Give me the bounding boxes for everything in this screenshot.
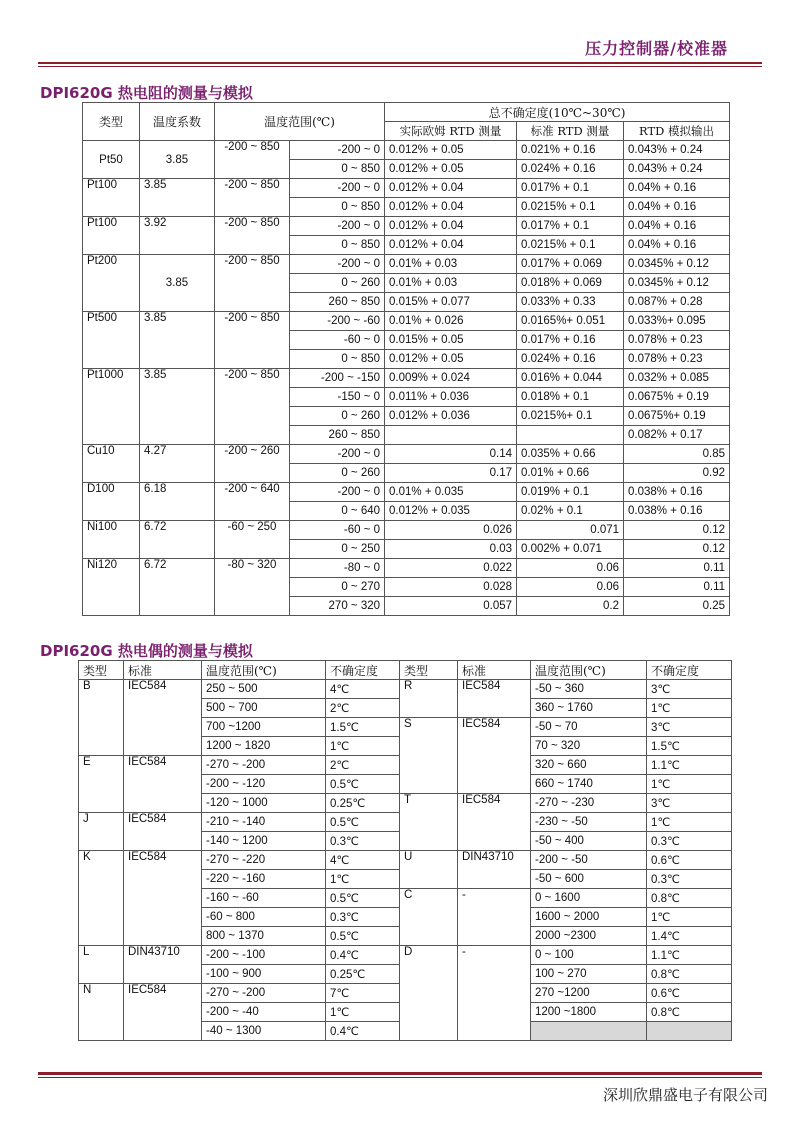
tc-standard-left: IEC584 <box>124 756 202 813</box>
tc-range-right: 360 ~ 1760 <box>531 699 647 718</box>
tc-range-right: 1200 ~1800 <box>531 1003 647 1022</box>
rtd-simulate: 0.0345% + 0.12 <box>624 274 730 293</box>
rtd-type: Pt500 <box>83 312 140 369</box>
rtd-type: Cu10 <box>83 445 140 483</box>
tc-type-right: T <box>400 794 458 851</box>
tc-uncertainty-right: 3℃ <box>647 680 732 699</box>
tc-type-left: N <box>79 984 124 1041</box>
rtd-range: -200 ~ 850 <box>215 179 290 217</box>
tc-uncertainty-right: 1.4℃ <box>647 927 732 946</box>
tc-uncertainty-left: 0.4℃ <box>326 946 400 965</box>
rtd-subrange: 0 ~ 850 <box>290 160 385 179</box>
rtd-head-uncertainty: 总不确定度(10℃~30℃) <box>385 103 730 122</box>
rtd-standard: 0.018% + 0.069 <box>517 274 624 293</box>
tc-uncertainty-right: 0.8℃ <box>647 1003 732 1022</box>
tc-range-left: 500 ~ 700 <box>202 699 326 718</box>
rtd-standard: 0.017% + 0.1 <box>517 179 624 198</box>
tc-uncertainty-right: 1.1℃ <box>647 756 732 775</box>
rtd-simulate: 0.04% + 0.16 <box>624 217 730 236</box>
rtd-coef: 6.72 <box>140 521 215 559</box>
rtd-simulate: 0.0345% + 0.12 <box>624 255 730 274</box>
tc-uncertainty-left: 0.4℃ <box>326 1022 400 1041</box>
rtd-subrange: -200 ~ 0 <box>290 179 385 198</box>
tc-head-unc-right: 不确定度 <box>647 661 732 680</box>
rtd-standard: 0.071 <box>517 521 624 540</box>
rtd-type: Pt50 <box>83 141 140 179</box>
rtd-standard: 0.0165%+ 0.051 <box>517 312 624 331</box>
tc-range-left: 250 ~ 500 <box>202 680 326 699</box>
tc-range-right: -50 ~ 360 <box>531 680 647 699</box>
rtd-range: -200 ~ 850 <box>215 312 290 369</box>
rtd-subrange: -80 ~ 0 <box>290 559 385 578</box>
tc-table <box>78 660 732 1041</box>
tc-head-range-right: 温度范围(℃) <box>531 661 647 680</box>
rtd-standard: 0.0215%+ 0.1 <box>517 407 624 426</box>
tc-uncertainty-left: 1℃ <box>326 737 400 756</box>
rtd-simulate: 0.04% + 0.16 <box>624 236 730 255</box>
tc-range-left: -270 ~ -200 <box>202 756 326 775</box>
table-row <box>79 946 732 965</box>
rtd-coef: 3.85 <box>140 141 215 179</box>
tc-standard-left: IEC584 <box>124 984 202 1041</box>
rtd-range: -200 ~ 640 <box>215 483 290 521</box>
rtd-subrange: 0 ~ 250 <box>290 540 385 559</box>
tc-uncertainty-left: 0.5℃ <box>326 813 400 832</box>
tc-range-left: -200 ~ -40 <box>202 1003 326 1022</box>
rtd-standard: 0.019% + 0.1 <box>517 483 624 502</box>
tc-range-left: 1200 ~ 1820 <box>202 737 326 756</box>
tc-uncertainty-left: 0.3℃ <box>326 908 400 927</box>
tc-section-title: DPI620G 热电偶的测量与模拟 <box>40 642 253 660</box>
rtd-standard: 0.0215% + 0.1 <box>517 236 624 255</box>
tc-type-right: C <box>400 889 458 946</box>
tc-range-right: 70 ~ 320 <box>531 737 647 756</box>
rtd-standard: 0.06 <box>517 578 624 597</box>
table-row <box>83 312 730 331</box>
rtd-subrange: 260 ~ 850 <box>290 293 385 312</box>
table-row <box>79 851 732 870</box>
rtd-simulate: 0.032% + 0.085 <box>624 369 730 388</box>
header-rule <box>38 62 762 64</box>
rtd-standard: 0.017% + 0.1 <box>517 217 624 236</box>
rtd-head-type: 类型 <box>83 103 140 141</box>
rtd-coef: 3.85 <box>140 312 215 369</box>
rtd-range: -200 ~ 850 <box>215 141 290 179</box>
tc-standard-right: IEC584 <box>458 680 531 718</box>
tc-range-left: -40 ~ 1300 <box>202 1022 326 1041</box>
rtd-measured <box>385 426 517 445</box>
rtd-subrange: 0 ~ 850 <box>290 350 385 369</box>
rtd-standard: 0.024% + 0.16 <box>517 160 624 179</box>
tc-uncertainty-left: 1.5℃ <box>326 718 400 737</box>
tc-type-left: L <box>79 946 124 984</box>
rtd-type: Pt1000 <box>83 369 140 445</box>
rtd-simulate: 0.038% + 0.16 <box>624 483 730 502</box>
rtd-standard: 0.035% + 0.66 <box>517 445 624 464</box>
tc-range-left: -200 ~ -120 <box>202 775 326 794</box>
rtd-simulate: 0.043% + 0.24 <box>624 141 730 160</box>
rtd-simulate: 0.0675% + 0.19 <box>624 388 730 407</box>
tc-standard-left: DIN43710 <box>124 946 202 984</box>
rtd-simulate: 0.04% + 0.16 <box>624 179 730 198</box>
rtd-simulate: 0.25 <box>624 597 730 616</box>
table-row <box>83 559 730 578</box>
rtd-measured: 0.011% + 0.036 <box>385 388 517 407</box>
rtd-subrange: 0 ~ 850 <box>290 236 385 255</box>
rtd-simulate: 0.85 <box>624 445 730 464</box>
tc-uncertainty-right: 0.3℃ <box>647 832 732 851</box>
rtd-subrange: -200 ~ 0 <box>290 483 385 502</box>
tc-range-left: 800 ~ 1370 <box>202 927 326 946</box>
rtd-subrange: 260 ~ 850 <box>290 426 385 445</box>
rtd-simulate: 0.0675%+ 0.19 <box>624 407 730 426</box>
tc-type-right: S <box>400 718 458 794</box>
rtd-subrange: -200 ~ 0 <box>290 217 385 236</box>
rtd-simulate: 0.087% + 0.28 <box>624 293 730 312</box>
tc-range-left: -160 ~ -60 <box>202 889 326 908</box>
rtd-measured: 0.015% + 0.05 <box>385 331 517 350</box>
rtd-measured: 0.015% + 0.077 <box>385 293 517 312</box>
tc-uncertainty-left: 4℃ <box>326 851 400 870</box>
rtd-measured: 0.01% + 0.03 <box>385 274 517 293</box>
table-row <box>83 255 730 274</box>
rtd-standard: 0.017% + 0.069 <box>517 255 624 274</box>
tc-range-right: 1600 ~ 2000 <box>531 908 647 927</box>
rtd-head-coef: 温度系数 <box>140 103 215 141</box>
rtd-coef: 4.27 <box>140 445 215 483</box>
tc-uncertainty-right: 1℃ <box>647 908 732 927</box>
tc-range-right: -270 ~ -230 <box>531 794 647 813</box>
rtd-subrange: -200 ~ -60 <box>290 312 385 331</box>
rtd-type: D100 <box>83 483 140 521</box>
rtd-measured: 0.01% + 0.026 <box>385 312 517 331</box>
table-row <box>79 680 732 699</box>
footer-company: 深圳欣鼎盛电子有限公司 <box>602 1086 768 1104</box>
tc-standard-right: IEC584 <box>458 794 531 851</box>
rtd-head-simulate: RTD 模拟输出 <box>624 122 730 141</box>
rtd-type: Ni120 <box>83 559 140 616</box>
tc-table-body <box>79 680 732 1041</box>
tc-range-right: -50 ~ 400 <box>531 832 647 851</box>
rtd-standard: 0.017% + 0.16 <box>517 331 624 350</box>
rtd-subrange: -200 ~ 0 <box>290 141 385 160</box>
rtd-table <box>82 102 730 616</box>
rtd-coef: 3.85 <box>140 255 215 312</box>
tc-range-right: 660 ~ 1740 <box>531 775 647 794</box>
rtd-subrange: 0 ~ 640 <box>290 502 385 521</box>
tc-type-right: R <box>400 680 458 718</box>
tc-range-left: -100 ~ 900 <box>202 965 326 984</box>
rtd-standard <box>517 426 624 445</box>
rtd-coef: 6.72 <box>140 559 215 616</box>
rtd-range: -200 ~ 850 <box>215 217 290 255</box>
rtd-subrange: 0 ~ 260 <box>290 274 385 293</box>
tc-type-right: U <box>400 851 458 889</box>
rtd-simulate: 0.043% + 0.24 <box>624 160 730 179</box>
rtd-standard: 0.2 <box>517 597 624 616</box>
rtd-table-body <box>83 141 730 616</box>
rtd-type: Pt200 <box>83 255 140 312</box>
rtd-measured: 0.012% + 0.04 <box>385 198 517 217</box>
rtd-standard: 0.024% + 0.16 <box>517 350 624 369</box>
rtd-measured: 0.026 <box>385 521 517 540</box>
rtd-standard: 0.033% + 0.33 <box>517 293 624 312</box>
rtd-measured: 0.17 <box>385 464 517 483</box>
tc-uncertainty-right: 1℃ <box>647 775 732 794</box>
rtd-subrange: -60 ~ 0 <box>290 331 385 350</box>
rtd-subrange: 270 ~ 320 <box>290 597 385 616</box>
tc-range-right: -200 ~ -50 <box>531 851 647 870</box>
tc-standard-left: IEC584 <box>124 680 202 756</box>
rtd-standard: 0.01% + 0.66 <box>517 464 624 483</box>
footer-rule-thin <box>38 1077 762 1078</box>
tc-range-right: 0 ~ 1600 <box>531 889 647 908</box>
rtd-measured: 0.012% + 0.05 <box>385 141 517 160</box>
tc-uncertainty-right: 0.6℃ <box>647 984 732 1003</box>
rtd-type: Pt100 <box>83 217 140 255</box>
rtd-simulate: 0.11 <box>624 559 730 578</box>
table-row <box>83 483 730 502</box>
tc-standard-left: IEC584 <box>124 813 202 851</box>
tc-head-std-left: 标准 <box>124 661 202 680</box>
rtd-measured: 0.03 <box>385 540 517 559</box>
rtd-measured: 0.009% + 0.024 <box>385 369 517 388</box>
tc-type-right: D <box>400 946 458 1041</box>
tc-range-left: -60 ~ 800 <box>202 908 326 927</box>
rtd-simulate: 0.12 <box>624 521 730 540</box>
rtd-standard: 0.0215% + 0.1 <box>517 198 624 217</box>
rtd-measured: 0.01% + 0.03 <box>385 255 517 274</box>
rtd-coef: 3.85 <box>140 179 215 217</box>
rtd-head-range: 温度范围(℃) <box>215 103 385 141</box>
rtd-measured: 0.012% + 0.05 <box>385 160 517 179</box>
rtd-standard: 0.02% + 0.1 <box>517 502 624 521</box>
rtd-subrange: -200 ~ 0 <box>290 445 385 464</box>
rtd-measured: 0.012% + 0.04 <box>385 236 517 255</box>
tc-uncertainty-right: 0.8℃ <box>647 965 732 984</box>
tc-range-left: -220 ~ -160 <box>202 870 326 889</box>
tc-range-left: -270 ~ -200 <box>202 984 326 1003</box>
rtd-measured: 0.012% + 0.05 <box>385 350 517 369</box>
rtd-measured: 0.012% + 0.036 <box>385 407 517 426</box>
rtd-measured: 0.057 <box>385 597 517 616</box>
rtd-subrange: -150 ~ 0 <box>290 388 385 407</box>
tc-range-left: -210 ~ -140 <box>202 813 326 832</box>
tc-uncertainty-left: 0.25℃ <box>326 965 400 984</box>
rtd-range: -200 ~ 850 <box>215 255 290 312</box>
rtd-standard: 0.021% + 0.16 <box>517 141 624 160</box>
table-row <box>83 141 730 160</box>
rtd-simulate: 0.082% + 0.17 <box>624 426 730 445</box>
rtd-coef: 6.18 <box>140 483 215 521</box>
tc-uncertainty-right: 1℃ <box>647 813 732 832</box>
rtd-simulate: 0.12 <box>624 540 730 559</box>
tc-range-right: -50 ~ 70 <box>531 718 647 737</box>
rtd-standard: 0.016% + 0.044 <box>517 369 624 388</box>
rtd-simulate: 0.078% + 0.23 <box>624 331 730 350</box>
rtd-head-standard: 标准 RTD 测量 <box>517 122 624 141</box>
tc-standard-right: DIN43710 <box>458 851 531 889</box>
rtd-range: -80 ~ 320 <box>215 559 290 616</box>
rtd-section-title: DPI620G 热电阻的测量与模拟 <box>40 84 253 102</box>
rtd-standard: 0.002% + 0.071 <box>517 540 624 559</box>
rtd-subrange: 0 ~ 260 <box>290 407 385 426</box>
header-title: 压力控制器/校准器 <box>585 39 728 58</box>
header-rule-thin <box>38 66 762 67</box>
tc-range-right: 270 ~1200 <box>531 984 647 1003</box>
tc-range-left: -120 ~ 1000 <box>202 794 326 813</box>
tc-uncertainty-right: 0.8℃ <box>647 889 732 908</box>
tc-head-type-right: 类型 <box>400 661 458 680</box>
rtd-range: -200 ~ 260 <box>215 445 290 483</box>
tc-uncertainty-right: 3℃ <box>647 794 732 813</box>
rtd-simulate: 0.11 <box>624 578 730 597</box>
table-row <box>83 369 730 388</box>
tc-head-range-left: 温度范围(℃) <box>202 661 326 680</box>
footer-rule <box>38 1072 762 1075</box>
table-row <box>83 445 730 464</box>
tc-standard-right: - <box>458 889 531 946</box>
tc-range-right: 320 ~ 660 <box>531 756 647 775</box>
tc-uncertainty-left: 0.5℃ <box>326 775 400 794</box>
rtd-measured: 0.028 <box>385 578 517 597</box>
rtd-measured: 0.012% + 0.035 <box>385 502 517 521</box>
tc-head-unc-left: 不确定度 <box>326 661 400 680</box>
tc-type-left: E <box>79 756 124 813</box>
tc-range-right: -50 ~ 600 <box>531 870 647 889</box>
tc-uncertainty-right: 0.3℃ <box>647 870 732 889</box>
table-row <box>83 179 730 198</box>
rtd-simulate: 0.04% + 0.16 <box>624 198 730 217</box>
rtd-subrange: 0 ~ 260 <box>290 464 385 483</box>
tc-range-left: -140 ~ 1200 <box>202 832 326 851</box>
tc-range-left: -200 ~ -100 <box>202 946 326 965</box>
rtd-subrange: -200 ~ -150 <box>290 369 385 388</box>
tc-uncertainty-right: 1.1℃ <box>647 946 732 965</box>
tc-uncertainty-right: 1.5℃ <box>647 737 732 756</box>
tc-standard-right: - <box>458 946 531 1041</box>
tc-range-right <box>531 1022 647 1041</box>
rtd-coef: 3.85 <box>140 369 215 445</box>
rtd-simulate: 0.078% + 0.23 <box>624 350 730 369</box>
tc-head-type-left: 类型 <box>79 661 124 680</box>
tc-uncertainty-left: 2℃ <box>326 756 400 775</box>
rtd-simulate: 0.033%+ 0.095 <box>624 312 730 331</box>
tc-uncertainty-left: 0.25℃ <box>326 794 400 813</box>
rtd-measured: 0.012% + 0.04 <box>385 217 517 236</box>
tc-range-right: 0 ~ 100 <box>531 946 647 965</box>
tc-range-left: 700 ~1200 <box>202 718 326 737</box>
tc-uncertainty-left: 0.5℃ <box>326 927 400 946</box>
tc-uncertainty-left: 0.5℃ <box>326 889 400 908</box>
rtd-range: -200 ~ 850 <box>215 369 290 445</box>
tc-uncertainty-left: 0.3℃ <box>326 832 400 851</box>
tc-uncertainty-left: 1℃ <box>326 870 400 889</box>
tc-uncertainty-right <box>647 1022 732 1041</box>
rtd-measured: 0.022 <box>385 559 517 578</box>
table-row <box>83 217 730 236</box>
rtd-standard: 0.018% + 0.1 <box>517 388 624 407</box>
tc-uncertainty-right: 3℃ <box>647 718 732 737</box>
rtd-coef: 3.92 <box>140 217 215 255</box>
tc-range-right: 100 ~ 270 <box>531 965 647 984</box>
tc-range-left: -270 ~ -220 <box>202 851 326 870</box>
rtd-standard: 0.06 <box>517 559 624 578</box>
rtd-type: Pt100 <box>83 179 140 217</box>
rtd-subrange: -200 ~ 0 <box>290 255 385 274</box>
tc-uncertainty-left: 1℃ <box>326 1003 400 1022</box>
rtd-range: -60 ~ 250 <box>215 521 290 559</box>
rtd-subrange: 0 ~ 270 <box>290 578 385 597</box>
tc-uncertainty-right: 1℃ <box>647 699 732 718</box>
tc-type-left: B <box>79 680 124 756</box>
tc-uncertainty-right: 0.6℃ <box>647 851 732 870</box>
tc-type-left: K <box>79 851 124 946</box>
tc-standard-right: IEC584 <box>458 718 531 794</box>
rtd-subrange: -60 ~ 0 <box>290 521 385 540</box>
tc-standard-left: IEC584 <box>124 851 202 946</box>
rtd-head-measured: 实际欧姆 RTD 测量 <box>385 122 517 141</box>
tc-range-right: -230 ~ -50 <box>531 813 647 832</box>
rtd-measured: 0.01% + 0.035 <box>385 483 517 502</box>
rtd-simulate: 0.038% + 0.16 <box>624 502 730 521</box>
tc-uncertainty-left: 4℃ <box>326 680 400 699</box>
table-row <box>83 521 730 540</box>
tc-type-left: J <box>79 813 124 851</box>
tc-head-std-right: 标准 <box>458 661 531 680</box>
tc-uncertainty-left: 2℃ <box>326 699 400 718</box>
rtd-subrange: 0 ~ 850 <box>290 198 385 217</box>
tc-uncertainty-left: 7℃ <box>326 984 400 1003</box>
rtd-measured: 0.14 <box>385 445 517 464</box>
rtd-type: Ni100 <box>83 521 140 559</box>
rtd-simulate: 0.92 <box>624 464 730 483</box>
tc-range-right: 2000 ~2300 <box>531 927 647 946</box>
rtd-measured: 0.012% + 0.04 <box>385 179 517 198</box>
